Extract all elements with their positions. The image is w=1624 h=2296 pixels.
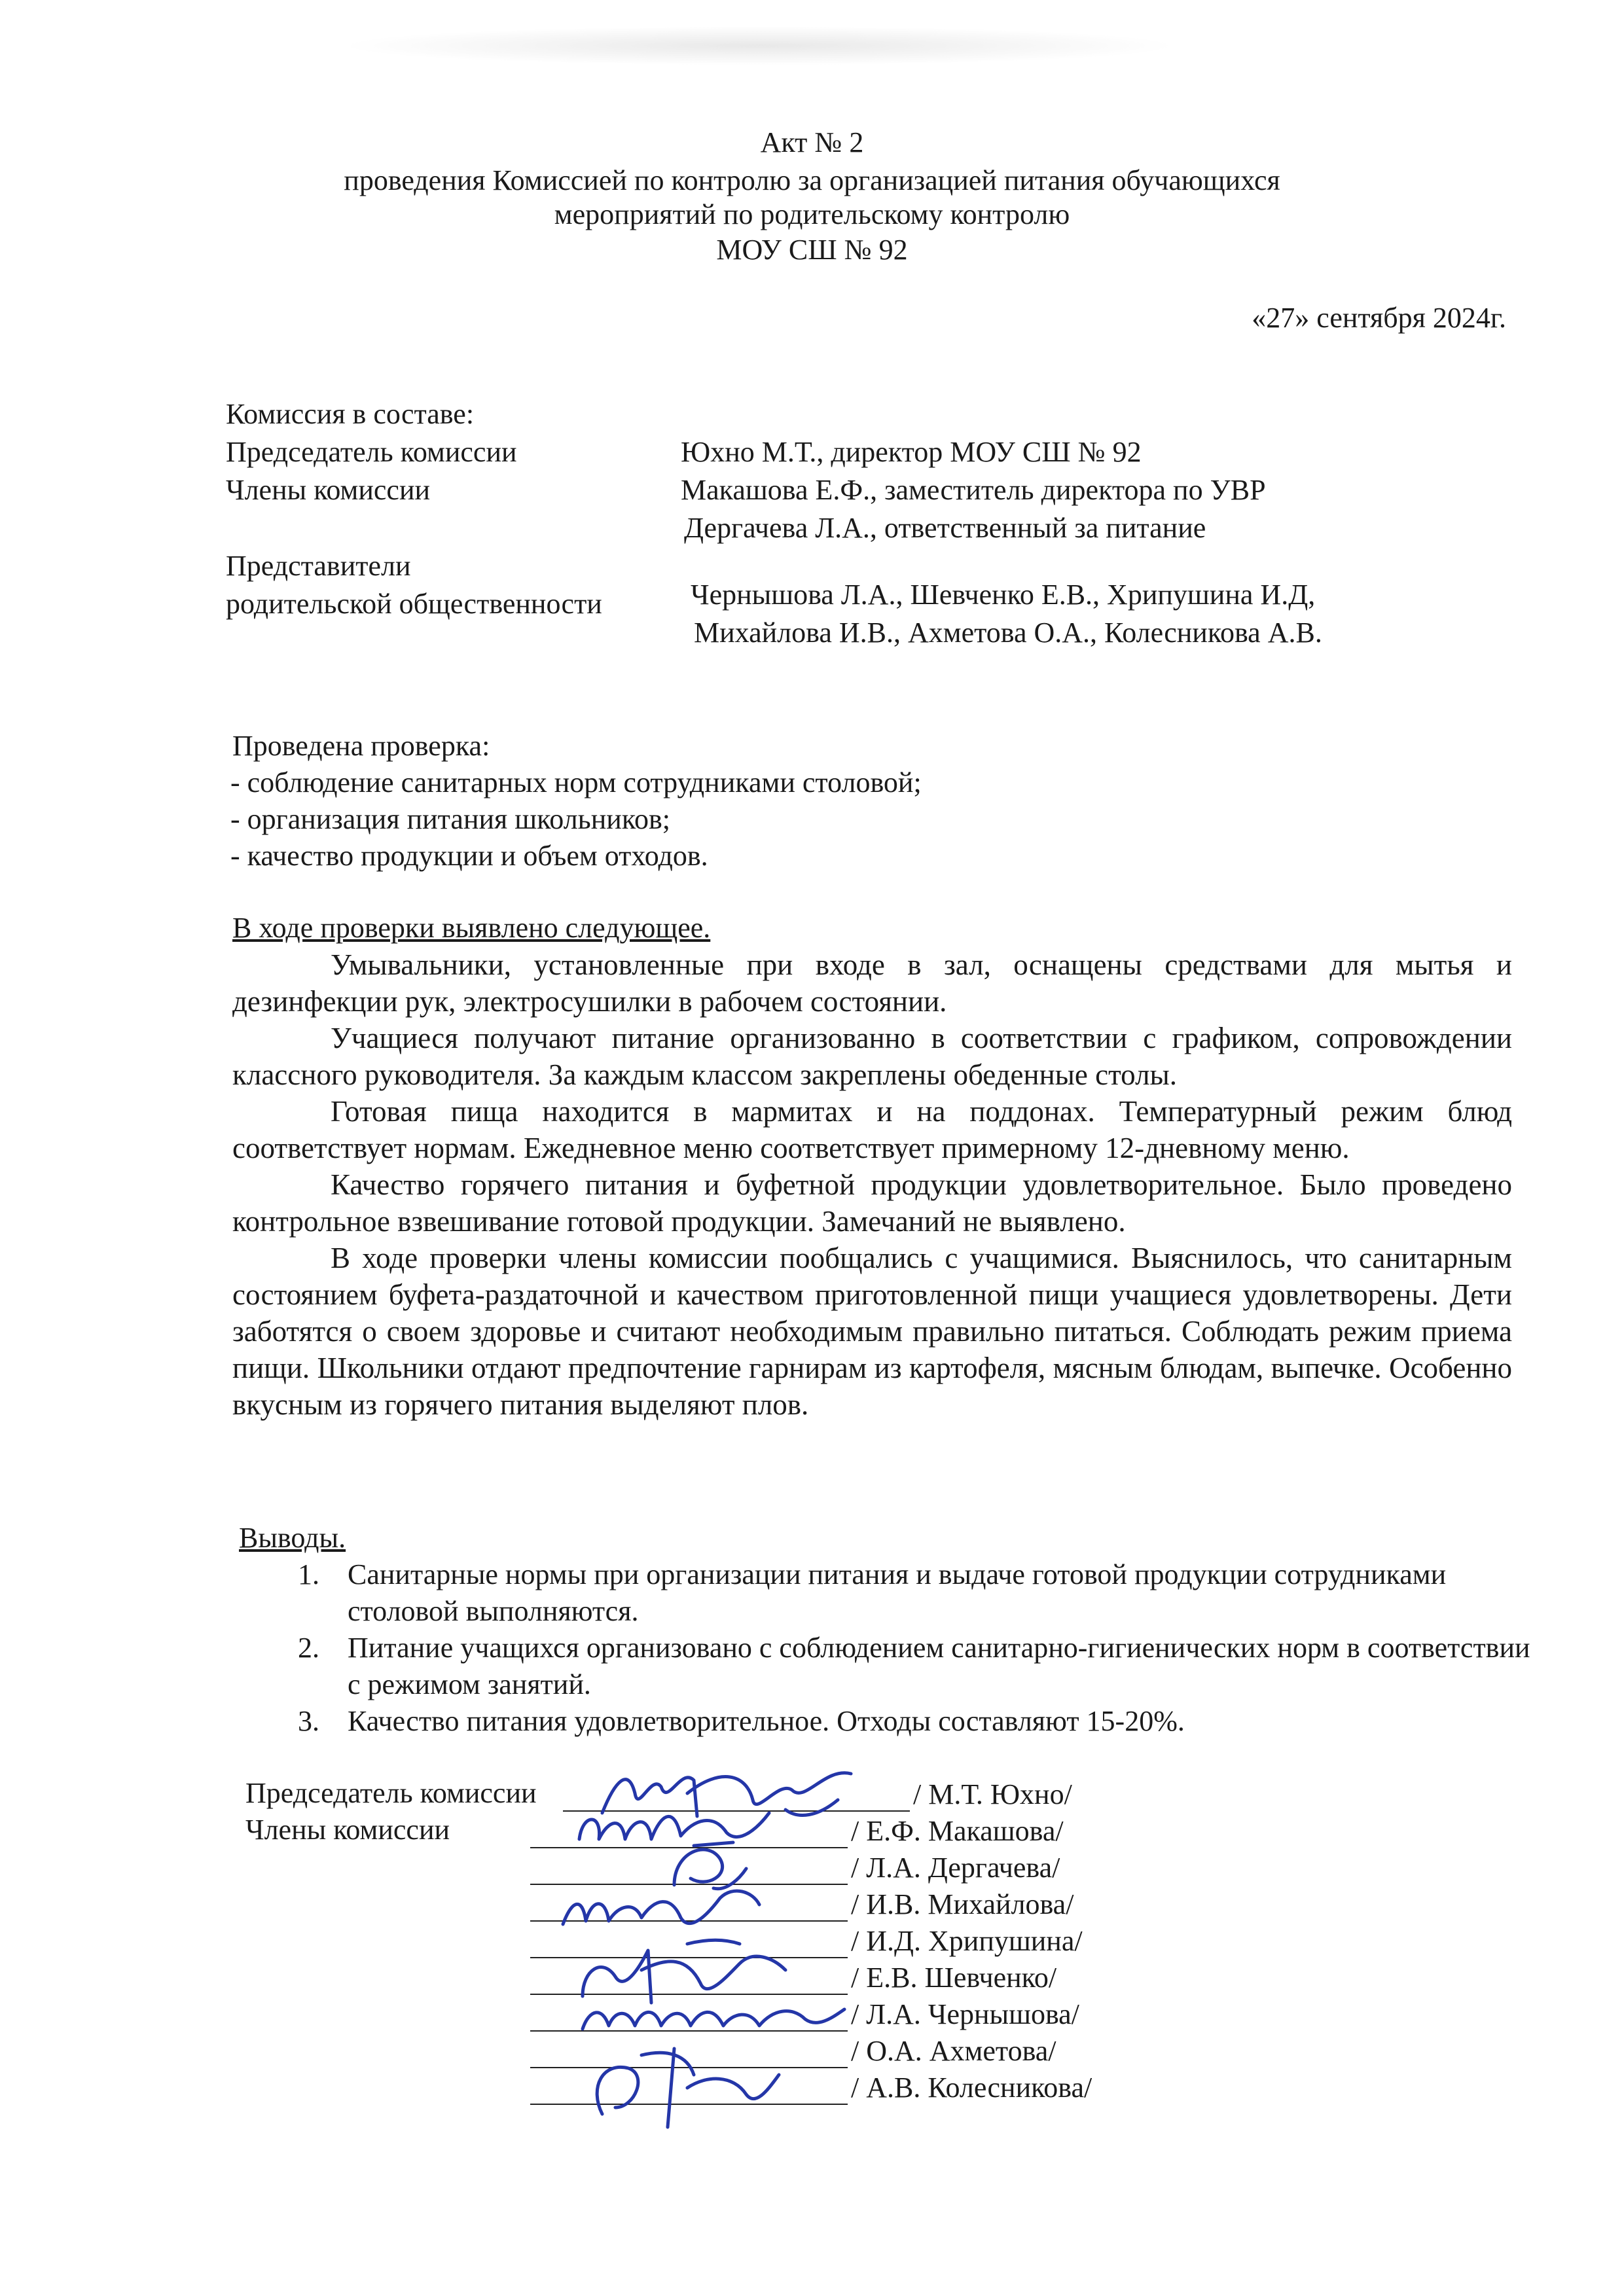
signature-name: / О.А. Ахметова/	[851, 2035, 1056, 2067]
conclusions-list	[298, 1556, 1542, 1740]
conclusion-text: Питание учащихся организовано с соблюдением санитарно-гигиенических норм в соответствии с режимом занятий.	[348, 1632, 1530, 1700]
conclusion-text: Санитарные нормы при организации питания и выдаче готовой продукции сотрудниками столовой выполняются.	[348, 1558, 1447, 1627]
conclusion-item	[298, 1630, 1542, 1703]
member-1: Макашова Е.Ф., заместитель директора по УВР	[681, 474, 1266, 506]
findings-heading: В ходе проверки выявлено следующее.	[232, 912, 711, 944]
findings-paragraph: В ходе проверки члены комиссии пообщались с учащимися. Выяснилось, что санитарным состоянием буфета-раздаточной и качеством приготовленной пищи учащиеся удовлетворены. Дети заботятся о своем здоровье и считают необходимым правильно питаться. Соблюдать режим приема пищи. Школьники отдают предпочтение гарнирам из картофеля, мясным блюдам, выпечке. Особенно вкусным из горячего питания выделяют плов.	[232, 1242, 1512, 1421]
act-subtitle-line1: проведения Комиссией по контролю за организацией питания обучающихся	[344, 164, 1280, 196]
commission-intro: Комиссия в составе:	[226, 398, 475, 430]
conclusion-text: Качество питания удовлетворительное. Отходы составляют 15-20%.	[348, 1705, 1185, 1737]
findings-paragraph: Умывальники, установленные при входе в зал, оснащены средствами для мытья и дезинфекции рук, электросушилки в рабочем состоянии.	[232, 948, 1512, 1018]
signature-name: / И.В. Михайлова/	[851, 1888, 1074, 1920]
check-item: - качество продукции и объем отходов.	[230, 840, 708, 872]
conclusion-number: 2.	[298, 1632, 319, 1664]
signature-name: / М.Т. Юхно/	[913, 1778, 1072, 1810]
signature-members-label: Члены комиссии	[245, 1814, 450, 1846]
conclusion-item	[298, 1556, 1542, 1630]
findings-paragraph: Учащиеся получают питание организованно в соответствии с графиком, сопровождении классного руководителя. За каждым классом закреплены обеденные столы.	[232, 1022, 1512, 1091]
act-date: «27» сентября 2024г.	[1252, 302, 1506, 334]
chair-value: Юхно М.Т., директор МОУ СШ № 92	[681, 436, 1142, 468]
chair-label: Председатель комиссии	[226, 436, 517, 468]
conclusions-heading: Выводы.	[239, 1522, 346, 1554]
signature-name: / Е.Ф. Макашова/	[851, 1815, 1064, 1847]
conclusion-number: 3.	[298, 1705, 319, 1737]
parents-line1: Чернышова Л.А., Шевченко Е.В., Хрипушина И.Д,	[691, 579, 1316, 611]
findings-paragraph: Готовая пища находится в мармитах и на поддонах. Температурный режим блюд соответствует нормам. Ежедневное меню соответствует примерному 12-дневному меню.	[232, 1095, 1512, 1164]
signature-name: / Е.В. Шевченко/	[851, 1962, 1057, 1994]
signature-name: / Л.А. Чернышова/	[851, 1998, 1079, 2030]
parents-label-line2: родительской общественности	[226, 588, 602, 620]
member-2: Дергачева Л.А., ответственный за питание	[684, 512, 1206, 544]
signature-chair-label: Председатель комиссии	[245, 1777, 537, 1809]
signature-name: / А.В. Колесникова/	[851, 2072, 1092, 2104]
handwritten-signature-kolesnikova	[576, 2036, 785, 2134]
check-item: - соблюдение санитарных норм сотрудниками столовой;	[230, 766, 922, 798]
school-name: МОУ СШ № 92	[716, 234, 908, 266]
signature-name: / И.Д. Хрипушина/	[851, 1925, 1083, 1957]
findings-paragraph: Качество горячего питания и буфетной продукции удовлетворительное. Было проведено контрольное взвешивание готовой продукции. Замечаний не выявлено.	[232, 1168, 1512, 1238]
act-title: Акт № 2	[760, 126, 864, 158]
conclusion-item	[298, 1703, 1542, 1740]
scan-artifact	[340, 26, 1178, 65]
parents-line2: Михайлова И.В., Ахметова О.А., Колесникова А.В.	[694, 617, 1322, 649]
parents-label-line1: Представители	[226, 550, 411, 582]
findings-body	[232, 946, 1512, 1423]
members-label: Члены комиссии	[226, 474, 431, 506]
conclusion-number: 1.	[298, 1558, 319, 1590]
check-heading: Проведена проверка:	[232, 730, 490, 762]
signature-name: / Л.А. Дергачева/	[851, 1852, 1060, 1884]
check-item: - организация питания школьников;	[230, 803, 670, 835]
act-subtitle-line2: мероприятий по родительскому контролю	[554, 198, 1070, 230]
